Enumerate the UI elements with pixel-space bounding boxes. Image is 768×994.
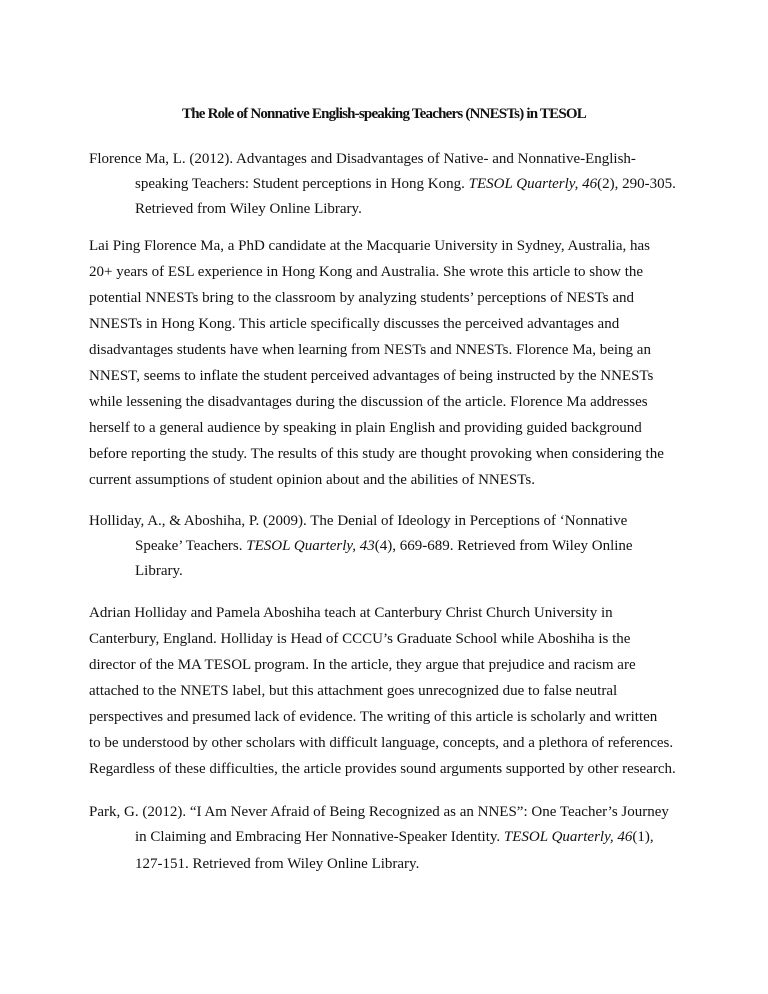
annotation-line: before reporting the study. The results of this study are thought provoking when considering the [89, 446, 664, 462]
citation-line: Holliday, A., & Aboshiha, P. (2009). The Denial of Ideology in Perceptions of ‘Nonnative [89, 513, 628, 529]
annotation-line: while lessening the disadvantages during the discussion of the article. Florence Ma addresses [89, 394, 648, 410]
citation-line: Library. [135, 563, 183, 579]
annotation-line: Canterbury, England. Holliday is Head of CCCU’s Graduate School while Aboshiha is the [89, 631, 631, 647]
citation-text: speaking Teachers: Student perceptions in Hong Kong. [135, 176, 469, 192]
annotation-line: potential NNESTs bring to the classroom by analyzing students’ perceptions of NESTs and [89, 290, 635, 306]
citation-text: (4), 669-689. Retrieved from Wiley Online [374, 538, 633, 554]
citation-line: Park, G. (2012). “I Am Never Afraid of Being Recognized as an NNES”: One Teacher’s Journey [89, 804, 669, 820]
citation-line: Retrieved from Wiley Online Library. [135, 201, 362, 217]
annotation-line: Lai Ping Florence Ma, a PhD candidate at the Macquarie University in Sydney, Australia, has [89, 238, 650, 254]
annotation-line: 20+ years of ESL experience in Hong Kong and Australia. She wrote this article to show the [89, 264, 644, 280]
annotation-line: Regardless of these difficulties, the article provides sound arguments supported by other research. [89, 761, 676, 777]
annotation-line: disadvantages students have when learning from NESTs and NNESTs. Florence Ma, being an [89, 342, 651, 358]
annotation-line: NNESTs in Hong Kong. This article specifically discusses the perceived advantages and [89, 316, 620, 332]
annotation-line: Adrian Holliday and Pamela Aboshiha teach at Canterbury Christ Church University in [89, 605, 613, 621]
document-title: The Role of Nonnative English-speaking Teachers (NNESTs) in TESOL [182, 106, 586, 122]
annotation-line: perspectives and presumed lack of evidence. The writing of this article is scholarly and written [89, 709, 658, 725]
citation-line: Florence Ma, L. (2012). Advantages and Disadvantages of Native- and Nonnative-English- [89, 151, 636, 167]
annotation-line: attached to the NNETS label, but this attachment goes unrecognized due to false neutral [89, 683, 618, 699]
citation-text: in Claiming and Embracing Her Nonnative-Speaker Identity. [135, 829, 504, 845]
annotation-line: to be understood by other scholars with difficult language, concepts, and a plethora of references. [89, 735, 674, 751]
journal-name: TESOL Quarterly, 46 [503, 829, 633, 845]
journal-name: TESOL Quarterly, 43 [246, 538, 375, 554]
citation-line: 127-151. Retrieved from Wiley Online Library. [135, 856, 420, 872]
citation-line [135, 174, 676, 194]
annotation-line: director of the MA TESOL program. In the article, they argue that prejudice and racism are [89, 657, 636, 673]
citation-line [135, 827, 654, 847]
citation-text: (2), 290-305. [597, 176, 676, 192]
citation-text: Speake’ Teachers. [135, 538, 247, 554]
annotation-line: herself to a general audience by speaking in plain English and providing guided background [89, 420, 642, 436]
annotation-line: NNEST, seems to inflate the student perceived advantages of being instructed by the NNESTs [89, 368, 654, 384]
citation-line [135, 536, 633, 556]
annotation-line: current assumptions of student opinion about and the abilities of NNESTs. [89, 472, 535, 488]
citation-text: (1), [632, 829, 654, 845]
journal-name: TESOL Quarterly, 46 [468, 176, 598, 192]
